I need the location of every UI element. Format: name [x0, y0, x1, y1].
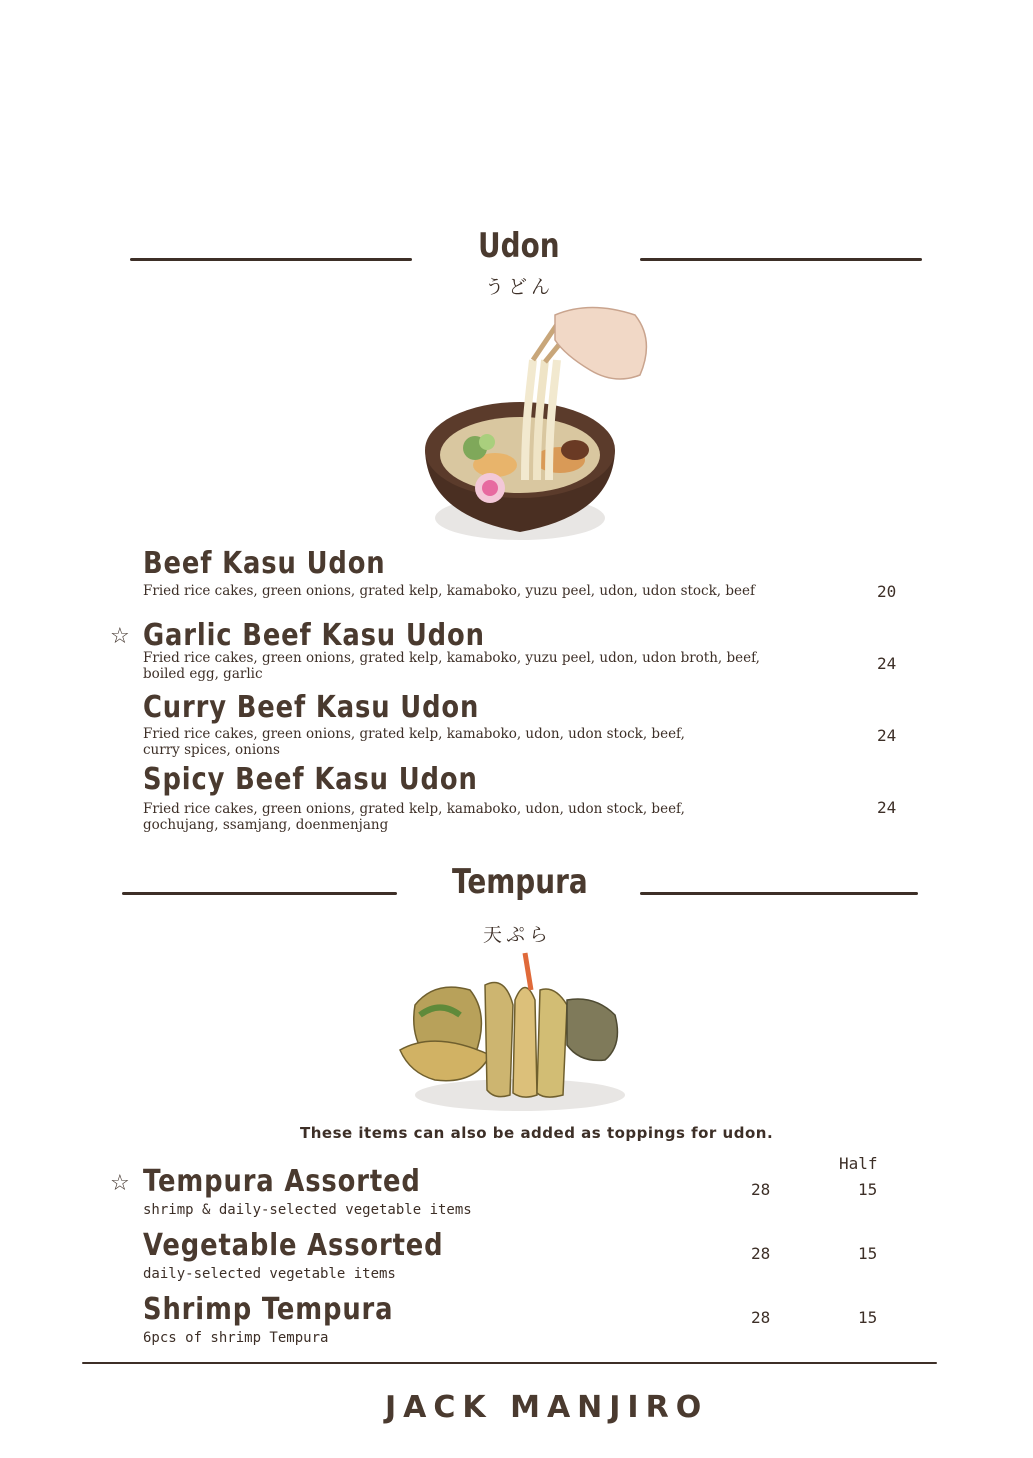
udon-item-desc-3: Fried rice cakes, green onions, grated kelp, kamaboko, udon, udon stock, beef, curry spices, onions: [143, 726, 685, 758]
udon-item-price-1: 20: [877, 582, 897, 601]
tempura-item-half-price-1: 15: [858, 1180, 878, 1199]
tempura-item-price-3: 28: [751, 1308, 771, 1327]
udon-item-desc-4: Fried rice cakes, green onions, grated kelp, kamaboko, udon, udon stock, beef, gochujang, ssamjang, doenmenjang: [143, 801, 685, 833]
featured-star-icon: ☆: [110, 624, 130, 649]
tempura-item-name-2: Vegetable Assorted: [143, 1228, 444, 1263]
tempura-item-desc-3: 6pcs of shrimp Tempura: [143, 1330, 329, 1346]
tempura-section-subtitle: 天ぷら: [483, 924, 553, 946]
tempura-header-rule-left: [122, 892, 397, 895]
tempura-item-price-2: 28: [751, 1244, 771, 1263]
udon-item-price-4: 24: [877, 798, 897, 817]
tempura-item-name-3: Shrimp Tempura: [143, 1292, 394, 1327]
tempura-illustration: [395, 945, 635, 1120]
tempura-item-half-price-2: 15: [858, 1244, 878, 1263]
tempura-item-name-1: Tempura Assorted: [143, 1164, 421, 1199]
tempura-item-half-price-3: 15: [858, 1308, 878, 1327]
tempura-item-desc-2: daily-selected vegetable items: [143, 1266, 396, 1282]
udon-item-name-2: Garlic Beef Kasu Udon: [143, 618, 485, 653]
tempura-topping-note: These items can also be added as toppings for udon.: [300, 1124, 774, 1142]
tempura-item-desc-1: shrimp & daily-selected vegetable items: [143, 1202, 472, 1218]
udon-section-title: Udon: [478, 226, 560, 266]
tempura-item-price-1: 28: [751, 1180, 771, 1199]
brand-footer-logo: JACK MANJIRO: [385, 1390, 709, 1425]
udon-item-price-2: 24: [877, 654, 897, 673]
udon-bowl-illustration: [415, 300, 665, 550]
featured-star-icon: ☆: [110, 1171, 130, 1196]
footer-rule: [82, 1362, 937, 1364]
udon-item-name-1: Beef Kasu Udon: [143, 546, 386, 581]
udon-item-price-3: 24: [877, 726, 897, 745]
udon-header-rule-left: [130, 258, 412, 261]
tempura-section-title: Tempura: [452, 862, 588, 902]
udon-item-name-4: Spicy Beef Kasu Udon: [143, 762, 478, 797]
udon-item-desc-1: Fried rice cakes, green onions, grated kelp, kamaboko, yuzu peel, udon, udon stock, beef: [143, 583, 755, 599]
udon-header-rule-right: [640, 258, 922, 261]
udon-section-subtitle: うどん: [485, 276, 555, 298]
tempura-header-rule-right: [640, 892, 918, 895]
udon-item-desc-2: Fried rice cakes, green onions, grated kelp, kamaboko, yuzu peel, udon, udon broth, beef, boiled egg, garlic: [143, 650, 760, 682]
half-portion-column-header: Half: [839, 1154, 878, 1173]
udon-item-name-3: Curry Beef Kasu Udon: [143, 690, 480, 725]
